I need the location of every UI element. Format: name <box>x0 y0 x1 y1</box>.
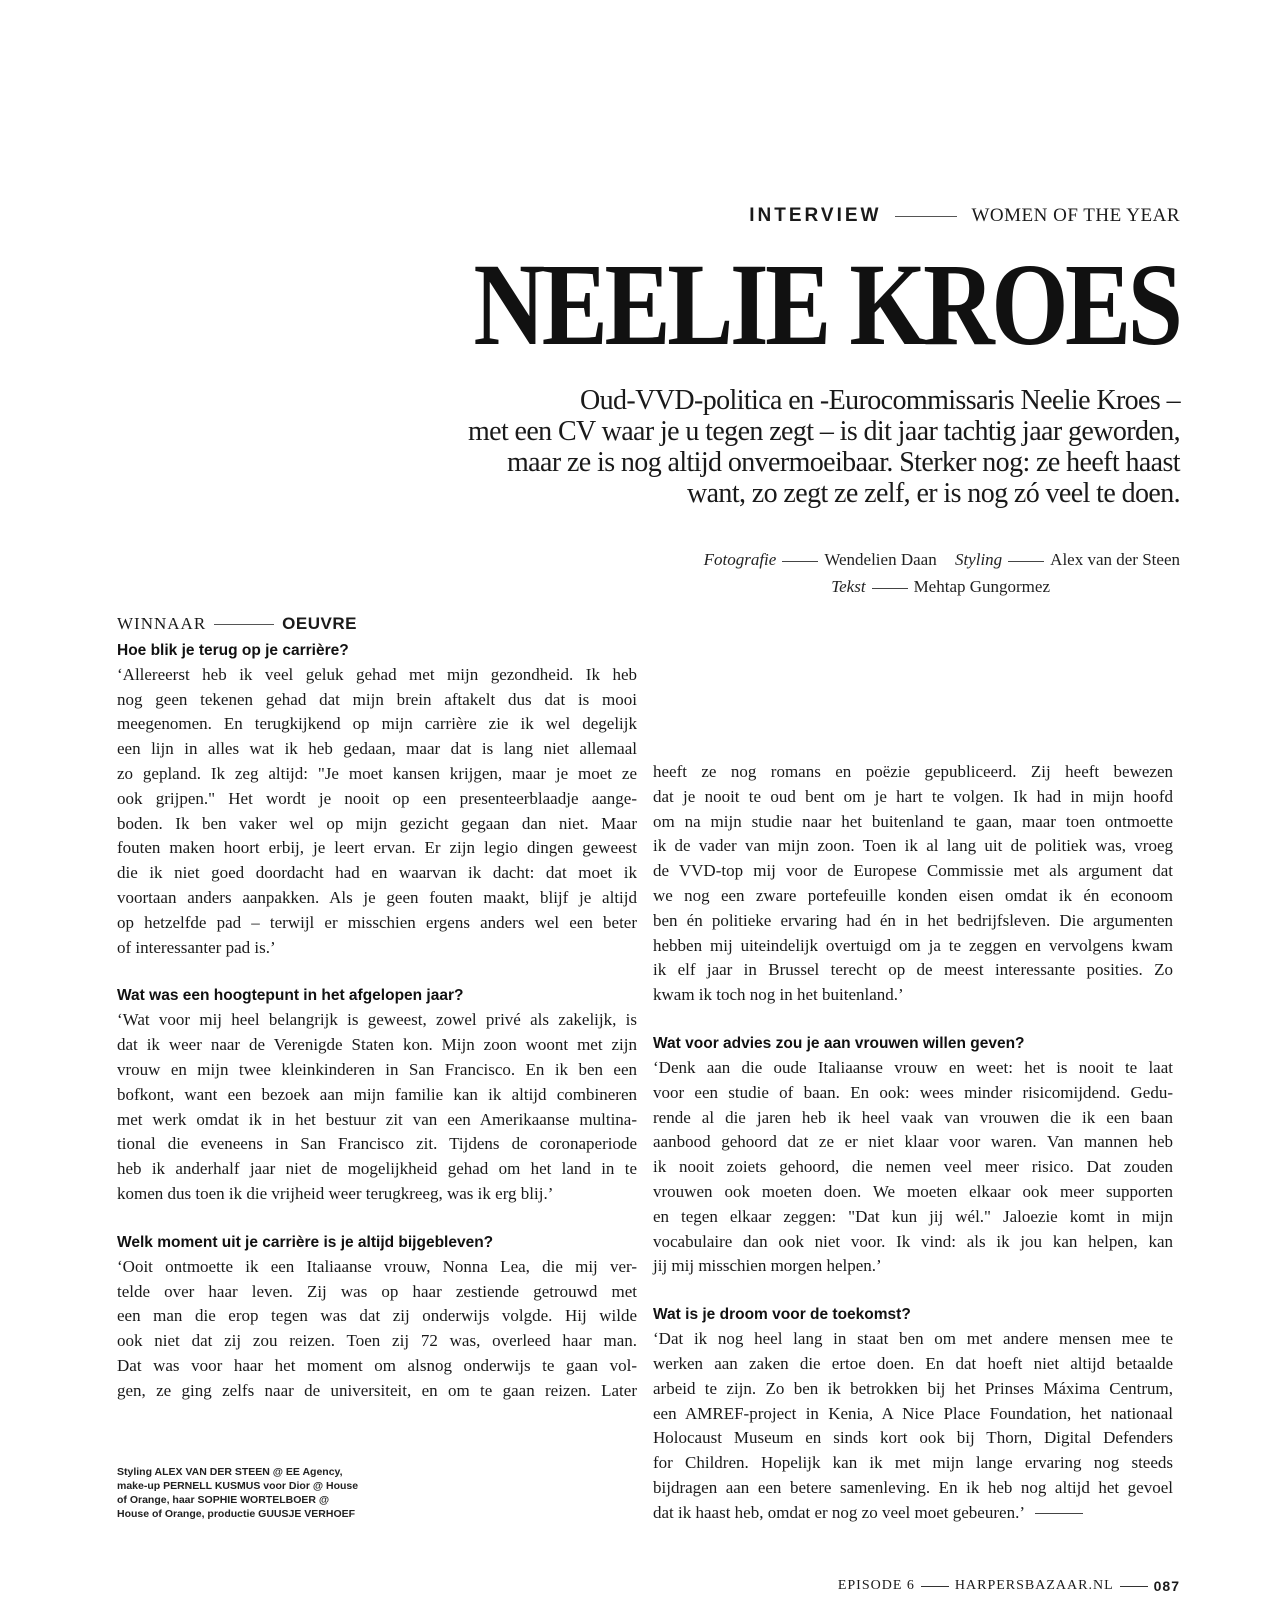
answer-line: nog geen tekenen gehad dat mijn brein aftakelt dus dat is mooi <box>117 689 637 709</box>
answer-line: aanbood gehoord dat ze er niet klaar voor waren. Van mannen heb <box>653 1132 1173 1152</box>
answer-line: en tegen elkaar zeggen: "Dat kun jij wél." Jaloezie komt in mijn <box>653 1206 1173 1226</box>
answer-line: een lijn in alles wat ik heb gedaan, maar dat is lang niet allemaal <box>117 739 637 759</box>
answer-line: heeft ze nog romans en poëzie gepubliceerd. Zij heeft bewezen <box>653 762 1173 781</box>
answer-line: we nog een zware portefeuille konden eisen omdat ik én econoom <box>653 885 1173 905</box>
answer-line: Holocaust Museum en sinds kort ook bij Thorn, Digital Defenders <box>653 1428 1173 1448</box>
answer-line: vrouw en mijn twee kleinkinderen in San Francisco. En ik ben een <box>117 1059 637 1079</box>
standfirst-line: maar ze is nog altijd onvermoeibaar. Sterker nog: ze heeft haast <box>507 447 1180 478</box>
interview-answer <box>117 663 637 961</box>
answer-line: vocabulaire dan ook niet voor. Ik vind: als ik jou kan helpen, kan <box>653 1231 1173 1251</box>
footnote-line: make-up PERNELL KUSMUS voor Dior @ House <box>117 1480 359 1492</box>
answer-line: fouten maken hoort erbij, je leert ervan. Er zijn legio dingen geweest <box>117 838 637 858</box>
answer-line: tional die eveneens in San Francisco zit. Tijdens de coronaperiode <box>117 1134 637 1154</box>
styling-credit-name: Alex van der Steen <box>1050 550 1180 569</box>
answer-line: ik nooit zoiets gehoord, die nemen veel meer risico. Dat zouden <box>653 1157 1173 1177</box>
episode-label: EPISODE 6 <box>837 1578 915 1593</box>
divider-rule <box>921 1586 949 1587</box>
credits <box>580 546 1180 600</box>
standfirst-line: want, zo zegt ze zelf, er is nog zó veel te doen. <box>686 478 1180 509</box>
answer-line: ‘Wat voor mij heel belangrijk is geweest, zowel privé als zakelijk, is <box>117 1010 637 1030</box>
section-kicker <box>749 205 1180 227</box>
divider-rule <box>214 624 274 625</box>
text-credit-label: Tekst <box>831 577 866 596</box>
footnote-line: House of Orange, productie GUUSJE VERHOEF <box>117 1508 356 1520</box>
answer-line: dat ik haast heb, omdat er nog zo veel moet gebeuren.’ <box>653 1502 1025 1522</box>
answer-line: voortaan anders aanpakken. Als je geen fouten maakt, blijf je altijd <box>117 887 637 907</box>
page-title: NEELIE KROES <box>473 239 1180 370</box>
answer-line: ‘Ooit ontmoette ik een Italiaanse vrouw, Nonna Lea, die mij ver- <box>117 1256 637 1276</box>
answer-line: jij mij misschien morgen helpen.’ <box>653 1256 882 1276</box>
answer-line: ‘Denk aan die oude Italiaanse vrouw en weet: het is nooit te laat <box>653 1057 1173 1077</box>
answer-line: met werk omdat ik in het bestuur zit van een Amerikaanse multina- <box>117 1109 637 1129</box>
interview-answer <box>117 1255 637 1404</box>
article-column-right <box>653 760 1173 1550</box>
award-label <box>117 612 637 637</box>
interview-question: Wat is je droom voor de toekomst? <box>653 1306 911 1324</box>
section-label: INTERVIEW <box>749 205 882 226</box>
interview-answer <box>653 1056 1173 1279</box>
answer-line: ben én politieke ervaring had én in het bedrijfsleven. Die argumenten <box>653 910 1173 930</box>
answer-line: of interessanter pad is.’ <box>117 937 276 957</box>
interview-question: Wat voor advies zou je aan vrouwen willen geven? <box>653 1034 1025 1052</box>
answer-line: bijdragen aan een betere samenleving. En ik heb nog altijd het gevoel <box>653 1477 1173 1497</box>
award-winner-label: WINNAAR <box>117 614 207 633</box>
answer-line: ‘Allereerst heb ik veel geluk gehad met mijn gezondheid. Ik heb <box>117 664 637 684</box>
answer-line: een AMREF-project in Kenia, A Nice Place Foundation, het nationaal <box>653 1403 1173 1423</box>
site-label: HARPERSBAZAAR.NL <box>954 1578 1114 1593</box>
divider-rule <box>895 216 957 217</box>
text-credit-name: Mehtap Gungormez <box>913 577 1050 596</box>
answer-line: vrouwen ook moeten doen. We moeten elkaar ook meer supporten <box>653 1181 1173 1201</box>
answer-line: boden. Ik ben vaker wel op mijn gezicht gegaan dan niet. Maar <box>117 813 637 833</box>
page-folio <box>838 1578 1180 1594</box>
answer-line: meegenomen. En terugkijkend op mijn carrière zie ik wel degelijk <box>117 714 637 734</box>
answer-line: bofkont, want een bezoek aan mijn familie kan ik altijd combineren <box>117 1084 637 1104</box>
answer-line: arbeid te zijn. Zo ben ik betrokken bij het Prinses Máxima Centrum, <box>653 1378 1173 1398</box>
page-number: 087 <box>1153 1578 1180 1594</box>
answer-line: ook niet dat zij zou reizen. Toen zij 72 was, overleed haar man. <box>117 1331 637 1351</box>
answer-line: om na mijn studie naar het buitenland te gaan, maar toen ontmoette <box>653 811 1173 831</box>
styling-credit-label: Styling <box>954 550 1003 569</box>
answer-line: een man die erop tegen was dat zij onderwijs volgde. Hij wilde <box>117 1306 637 1326</box>
interview-answer <box>653 1327 1173 1525</box>
answer-line: voor een studie of baan. En ook: wees minder risicomijdend. Gedu- <box>653 1082 1173 1102</box>
divider-rule <box>1008 561 1044 562</box>
award-category: OEUVRE <box>282 614 357 633</box>
answer-line: dat je nooit te oud bent om je hart te volgen. Ik had in mijn hoofd <box>653 786 1173 806</box>
interview-question: Wat was een hoogtepunt in het afgelopen jaar? <box>117 987 464 1005</box>
answer-line: zo gepland. Ik zeg altijd: "Je moet kansen krijgen, maar je moet ze <box>117 763 637 783</box>
answer-line: gen, ze ging zelfs naar de universiteit, en om te gaan reizen. Later <box>117 1380 637 1400</box>
photo-credit-name: Wendelien Daan <box>824 550 937 569</box>
standfirst <box>420 385 1180 509</box>
answer-line: rende al die jaren heb ik heel vaak van vrouwen die ik een baan <box>653 1107 1173 1127</box>
answer-line: op hetzelfde pad – terwijl er misschien ergens anders wel een beter <box>117 912 637 932</box>
divider-rule <box>872 588 908 589</box>
end-mark-rule <box>1035 1513 1083 1514</box>
interview-answer <box>117 1008 637 1206</box>
answer-line-final <box>653 1501 1173 1526</box>
answer-line: for Children. Hopelijk kan ik met mijn lange ervaring nog steeds <box>653 1453 1173 1473</box>
standfirst-line: met een CV waar je u tegen zegt – is dit jaar tachtig jaar geworden, <box>467 416 1180 447</box>
answer-line: heb ik anderhalf jaar niet de mogelijkheid gehad om het land in te <box>117 1159 637 1179</box>
interview-answer-continued <box>653 760 1173 1008</box>
credits-row <box>580 573 1180 600</box>
answer-line: ook grijpen." Het wordt je nooit op een presenteerblaadje aange- <box>117 788 637 808</box>
production-credits <box>117 1465 427 1521</box>
divider-rule <box>782 561 818 562</box>
series-label: WOMEN OF THE YEAR <box>971 205 1180 226</box>
standfirst-line: Oud-VVD-politica en -Eurocommissaris Neelie Kroes – <box>579 385 1180 416</box>
answer-line: dat ik weer naar de Verenigde Staten kon. Mijn zoon woont met zijn <box>117 1035 637 1055</box>
answer-line: ‘Dat ik nog heel lang in staat ben om met andere mensen mee te <box>653 1329 1173 1349</box>
answer-line: Dat was voor haar het moment om alsnog onderwijs te gaan vol- <box>117 1355 637 1375</box>
divider-rule <box>1120 1586 1148 1587</box>
answer-line: komen dus toen ik die vrijheid weer terugkreeg, was ik erg blij.’ <box>117 1183 554 1203</box>
credits-row <box>580 546 1180 573</box>
answer-line: de VVD-top mij voor de Europese Commissie met als argument dat <box>653 861 1173 881</box>
answer-line: die ik niet goed doordacht had en waarvan ik dacht: dat moet ik <box>117 863 637 883</box>
article-column-left <box>117 612 637 1428</box>
footnote-line: of Orange, haar SOPHIE WORTELBOER @ <box>117 1494 330 1506</box>
answer-line: werken aan zaken die ertoe doen. En dat hoeft niet altijd betaalde <box>653 1353 1173 1373</box>
interview-question: Welk moment uit je carrière is je altijd bijgebleven? <box>117 1233 494 1251</box>
answer-line: ik elf jaar in Brussel terecht op de meest interessante posities. Zo <box>653 960 1173 980</box>
answer-line: telde over haar leven. Zij was op haar zestiende getrouwd met <box>117 1281 637 1301</box>
photo-credit-label: Fotografie <box>703 550 777 569</box>
answer-line: kwam ik toch nog in het buitenland.’ <box>653 985 904 1005</box>
footnote-line: Styling ALEX VAN DER STEEN @ EE Agency, <box>117 1466 343 1478</box>
answer-line: ik de vader van mijn zoon. Toen ik al lang uit de politiek was, vroeg <box>653 836 1173 856</box>
interview-question: Hoe blik je terug op je carrière? <box>117 641 349 659</box>
answer-line: hebben mij uiteindelijk overtuigd om ja te zeggen en vervolgens kwam <box>653 935 1173 955</box>
